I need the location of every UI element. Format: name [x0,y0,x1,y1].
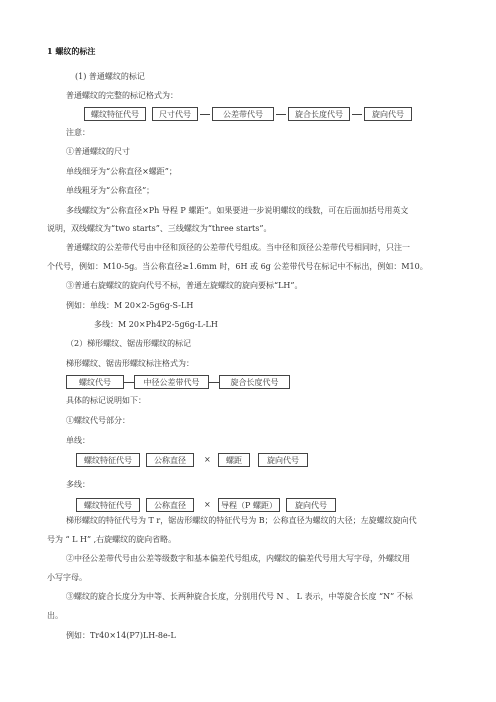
note-2-line1: 普通螺纹的公差带代号由中径和顶径的公差带代号组成。当中径和顶径公差带代号相同时，只注一 [66,243,410,252]
format-box: 螺纹特征代号 [76,453,140,467]
connector-dash [209,382,219,383]
format-box: 中径公差带代号 [134,375,209,389]
format-box: 旋合长度代号 [219,375,290,389]
connector-dash [276,114,286,115]
example-single: 例如：单线：M 20×2-5g6g-S-LH [66,301,194,310]
note-1c-line1: 多线螺纹为“公称直径×Ph 导程 P 螺距”。如果要进一步说明螺纹的线数，可在后面加括号用英文 [66,206,409,215]
para-3-line1: ③螺纹的旋合长度分为中等、长两种旋合长度，分别用代号 N 、 L 表示，中等旋合长度 “N” 不标 [66,592,413,601]
format-box: 旋向代号 [286,498,336,512]
para-2-line1: ②中径公差带代号由公差等级数字和基本偏差代号组成，内螺纹的偏差代号用大写字母，外螺纹用 [66,554,410,563]
format-box: 螺距 [218,453,250,467]
para-1-line2: 号为 “ L H” ,右旋螺纹的旋向省略。 [47,535,177,544]
note-1a: 单线细牙为“公称直径×螺距”； [66,167,177,176]
note-3: ③普通右旋螺纹的旋向代号不标，普通左旋螺纹的旋向要标“LH”。 [66,281,303,290]
connector-dash [352,114,362,115]
intro-text-1: 普通螺纹的完整的标记格式为： [66,91,178,100]
subsection-title-1: (1) 普通螺纹的标记 [75,72,145,81]
intro-text-2: 梯形螺纹、锯齿形螺纹标注格式为： [66,359,194,368]
note-label: 注意： [66,128,90,137]
example-multi: 多线：M 20×Ph4P2-5g6g-L-LH [94,320,218,329]
note-1c-line2: 说明，双线螺纹为“two starts”、三线螺纹为“three starts”。 [47,224,272,233]
note-1: ①普通螺纹的尺寸 [66,147,130,156]
format-box: 尺寸代号 [152,107,198,121]
note-2-line2: 个代号，例如：M10-5g。当公称直径≥1.6mm 时，6H 或 6g 公差带代号在标记中不标出，例如：M10。 [47,262,428,271]
format-box: 螺纹特征代号 [84,107,146,121]
para-2-line2: 小写字母。 [47,573,87,582]
connector-dash [124,382,134,383]
example-trapezoidal: 例如：Tr40×14(P7)LH-8e-L [66,631,176,640]
multiply-sign: × [204,455,211,464]
single-label: 单线： [66,436,90,445]
format-box: 螺纹代号 [66,375,124,389]
subsection-title-2: （2）梯形螺纹、锯齿形螺纹的标记 [66,339,192,348]
format-box: 公差带代号 [212,107,274,121]
format-box: 旋向代号 [364,107,412,121]
multi-label: 多线： [66,480,90,489]
connector-dash [200,114,210,115]
section-heading: 1 螺纹的标注 [47,46,96,56]
note-1b: 单线粗牙为“公称直径”； [66,186,155,195]
para-1-line1: 梯形螺纹的特征代号为 T r，锯齿形螺纹的特征代号为 B；公称直径为螺纹的大径；左旋螺纹旋向代 [66,516,417,525]
format-box: 螺纹特征代号 [76,498,140,512]
format-box: 导程（P 螺距） [218,498,280,512]
part-1-label: ①螺纹代号部分： [66,416,130,425]
format-box: 公称直径 [146,498,194,512]
detail-text: 具体的标记说明如下： [66,396,146,405]
multiply-sign: × [204,500,211,509]
format-box: 旋向代号 [258,453,308,467]
format-box: 旋合长度代号 [288,107,350,121]
format-box: 公称直径 [146,453,194,467]
para-3-line2: 出。 [47,611,63,620]
